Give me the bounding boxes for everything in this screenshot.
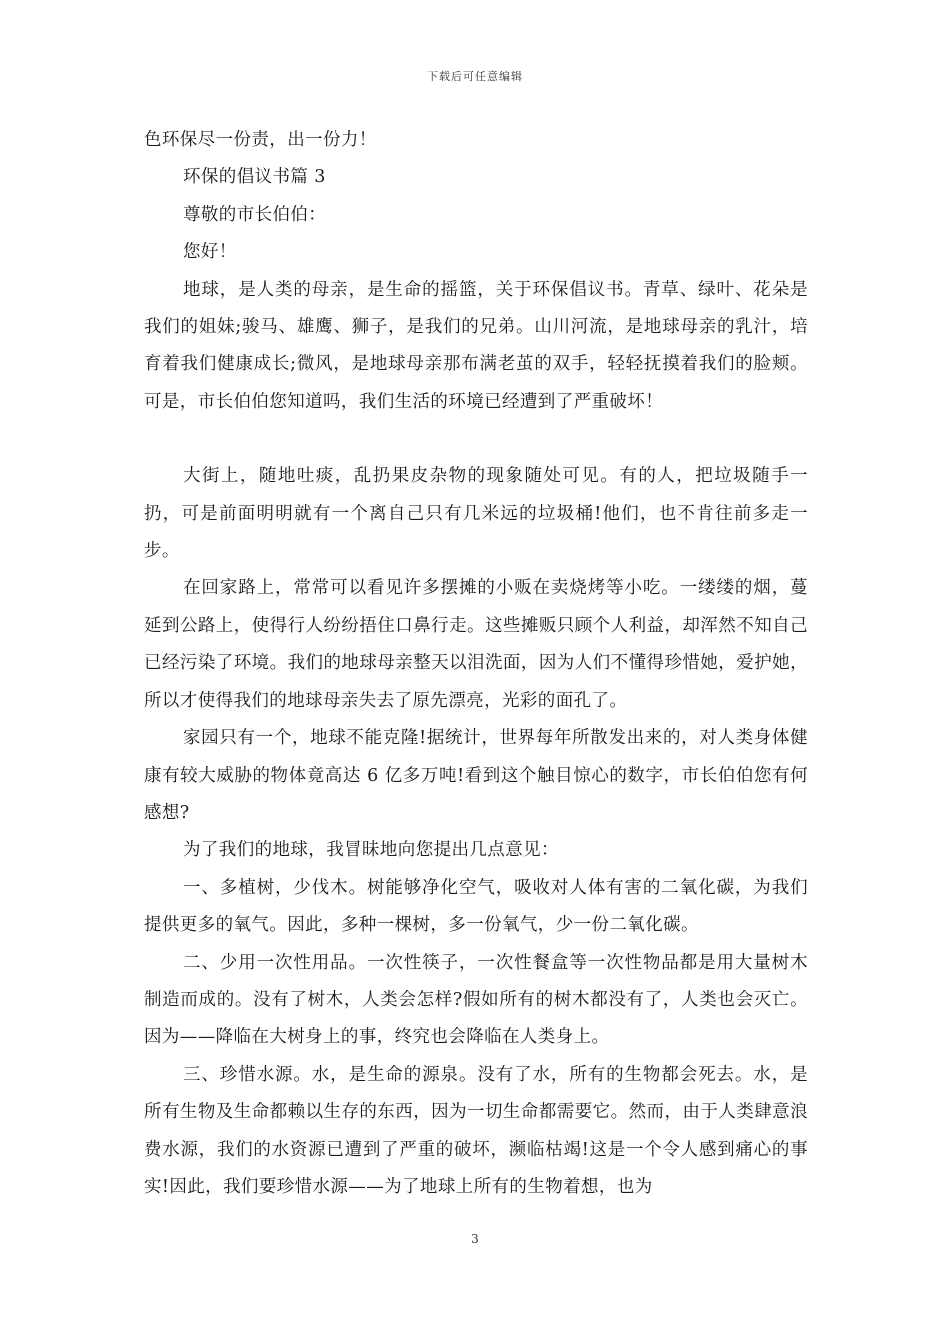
greeting: 您好！: [183, 242, 237, 263]
document-body: [144, 122, 808, 1206]
suggestion-item: 一、多植树，少伐木。树能够净化空气，吸收对人体有害的二氧化碳，为我们提供更多的氧气。因此，多种一棵树，多一份氧气，少一份二氧化碳。: [144, 877, 808, 936]
suggestion-item: 三、珍惜水源。水，是生命的源泉。没有了水，所有的生物都会死去。水，是所有生物及生命都赖以生存的东西，因为一切生命都需要它。然而，由于人类肆意浪费水源，我们的水资源已遭到了严重的破坏，濒临枯竭!这是一个令人感到痛心的事实!因此，我们要珍惜水源——为了地球上所有的生物着想，也为: [144, 1064, 808, 1197]
paragraph: 大街上，随地吐痰，乱扔果皮杂物的现象随处可见。有的人，把垃圾随手一扔，可是前面明明就有一个离自己只有几米远的垃圾桶!他们，也不肯往前多走一步。: [144, 466, 808, 562]
paragraph: 地球，是人类的母亲，是生命的摇篮，关于环保倡议书。青草、绿叶、花朵是我们的姐妹;骏马、雄鹰、狮子，是我们的兄弟。山川河流，是地球母亲的乳汁，培育着我们健康成长;微风，是地球母亲那布满老茧的双手，轻轻抚摸着我们的脸颊。可是，市长伯伯您知道吗，我们生活的环境已经遭到了严重破坏！: [144, 279, 808, 412]
salutation: 尊敬的市长伯伯：: [183, 204, 327, 225]
page-number: 3: [471, 1232, 479, 1246]
paragraph: 在回家路上，常常可以看见许多摆摊的小贩在卖烧烤等小吃。一缕缕的烟，蔓延到公路上，使得行人纷纷捂住口鼻行走。这些摊贩只顾个人利益，却浑然不知自己已经污染了环境。我们的地球母亲整天以泪洗面，因为人们不懂得珍惜她，爱护她，所以才使得我们的地球母亲失去了原先漂亮，光彩的面孔了。: [144, 578, 808, 711]
paragraph-gap: [144, 421, 808, 458]
section-title: 环保的倡议书篇 3: [183, 167, 326, 188]
paragraph: 为了我们的地球，我冒昧地向您提出几点意见：: [183, 840, 559, 861]
suggestion-item: 二、少用一次性用品。一次性筷子，一次性餐盒等一次性物品都是用大量树木制造而成的。没有了树木，人类会怎样?假如所有的树木都没有了，人类也会灭亡。因为——降临在大树身上的事，终究也会降临在人类身上。: [144, 952, 808, 1048]
paragraph: 家园只有一个，地球不能克隆!据统计，世界每年所散发出来的，对人类身体健康有较大威胁的物体竟高达 6 亿多万吨!看到这个触目惊心的数字，市长伯伯您有何感想?: [144, 728, 808, 823]
paragraph-continuation: 色环保尽一份责，出一份力！: [144, 130, 377, 150]
page-header: 下载后可任意编辑: [427, 70, 523, 83]
